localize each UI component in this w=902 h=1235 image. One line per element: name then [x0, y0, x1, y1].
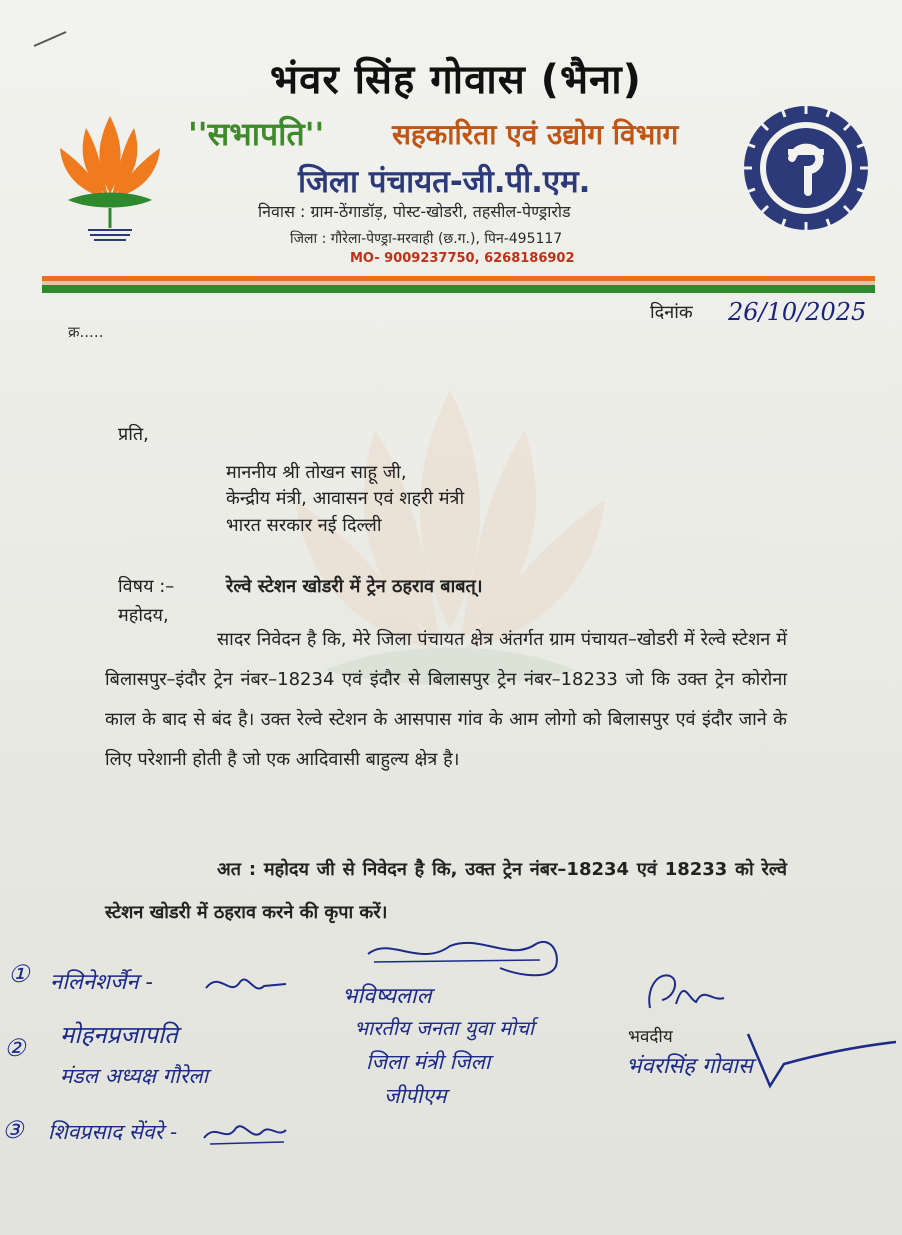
- department-title: सहकारिता एवं उद्योग विभाग: [392, 118, 679, 151]
- hand-num-3: ③: [2, 1116, 24, 1144]
- hand-signatory-1: नलिनेशर्जैन -: [50, 970, 153, 995]
- hand-num-1: ①: [8, 960, 30, 988]
- panchayat-seal-icon: [738, 100, 874, 236]
- body-paragraph-2: अत : महोदय जी से निवेदन है कि, उक्त ट्रेन नंबर–18234 एवं 18233 को रेल्वे स्टेशन खोडरी में ठहराव करने की कृपा करें।: [105, 859, 787, 923]
- subject-text: रेल्वे स्टेशन खोडरी में ट्रेन ठहराव बाबत्।: [226, 576, 483, 597]
- designation-title: ''सभापति'': [188, 115, 325, 153]
- signature-flourish: [740, 1024, 900, 1094]
- hand-mid-line-3: जिला मंत्री जिला: [366, 1050, 491, 1074]
- sender-name: भंवर सिंह गोवास (भैना): [270, 57, 642, 103]
- recipient-line-3: भारत सरकार नई दिल्ली: [226, 515, 382, 536]
- hand-sender-signature: भंवरसिंह गोवास: [626, 1054, 753, 1079]
- hand-mid-line-4: जीपीएम: [384, 1084, 447, 1108]
- date-label: दिनांक: [650, 302, 693, 323]
- hand-signatory-3: शिवप्रसाद सेंवरे -: [48, 1120, 178, 1144]
- mobile-numbers: MO- 9009237750, 6268186902: [350, 251, 575, 266]
- recipient-line-1: माननीय श्री तोखन साहू जी,: [226, 462, 407, 483]
- hand-signatory-2-name: मोहनप्रजापति: [60, 1021, 178, 1049]
- reference-number: क्र.....: [68, 323, 104, 341]
- address-line-2: जिला : गौरेला-पेण्ड्रा-मरवाही (छ.ग.), पिन-495117: [290, 231, 563, 247]
- hand-signatory-2-title: मंडल अध्यक्ष गौरेला: [60, 1064, 209, 1088]
- header-stripe-green: [42, 285, 875, 293]
- body-paragraph-1: सादर निवेदन है कि, मेरे जिला पंचायत क्षेत्र अंतर्गत ग्राम पंचायत–खोडरी में रेल्वे स्टेशन में बिलासपुर–इंदौर ट्रेन नंबर–18234 एवं इंदौर से बिलासपुर ट्रेन नंबर–18233 जो कि उक्त ट्रेन कोरोना काल के बाद से बंद है। उक्त रेल्वे स्टेशन के आसपास गांव के आम लोगो को बिलासपुर एवं इंदौर जाने के लिए परेशानी होती है जो एक आदिवासी बाहुल्य क्षेत्र है।: [105, 629, 787, 770]
- hand-mid-line-2: भारतीय जनता युवा मोर्चा: [354, 1016, 535, 1040]
- recipient-line-2: केन्द्रीय मंत्री, आवासन एवं शहरी मंत्री: [226, 488, 465, 509]
- signature-3: [200, 1116, 290, 1150]
- prati-label: प्रति,: [118, 424, 149, 445]
- pen-mark: [30, 28, 70, 50]
- subject-label: विषय :–: [118, 576, 175, 597]
- signature-initial: [636, 968, 736, 1018]
- hand-mid-line-1: भविष्यलाल: [342, 984, 432, 1009]
- lotus-logo-icon: [50, 112, 170, 247]
- office-title: जिला पंचायत-जी.पी.एम.: [298, 164, 591, 200]
- signature-1: [200, 968, 290, 1004]
- hand-num-2: ②: [4, 1034, 26, 1062]
- salutation: महोदय,: [118, 605, 169, 626]
- closing-bhavdiya: भवदीय: [628, 1027, 673, 1047]
- address-line-1: निवास : ग्राम-ठेंगाडॉड़, पोस्ट-खोडरी, तहसील-पेण्ड्रारोड: [258, 202, 571, 221]
- date-value: 26/10/2025: [728, 298, 867, 326]
